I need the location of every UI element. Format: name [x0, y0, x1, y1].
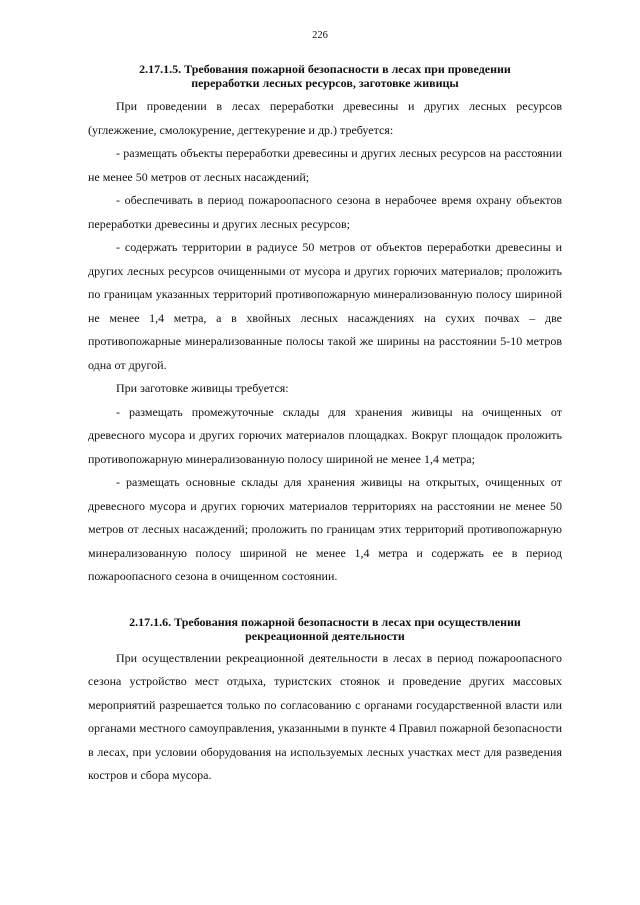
section-heading: [88, 62, 562, 90]
section-heading-line: 2.17.1.5. Требования пожарной безопасности в лесах при проведении: [139, 62, 511, 76]
section-heading-line: 2.17.1.6. Требования пожарной безопасности в лесах при осуществлении: [129, 614, 521, 629]
paragraph: - размещать объекты переработки древесины и других лесных ресурсов на расстоянии не менее 50 метров от лесных насаждений;: [88, 146, 562, 184]
paragraph: - содержать территории в радиусе 50 метров от объектов переработки древесины и других лесных ресурсов очищенными от мусора и других горючих материалов; проложить по границам указанных территорий противопожарную минерализованную полосу шириной не менее 1,4 метра, а в хвойных лесных насаждениях на сухих почвах – две противопожарные минерализованные полосы такой же ширины на расстоянии 5-10 метров одна от другой.: [88, 240, 562, 372]
page-content: [88, 62, 562, 788]
section-body: [88, 95, 562, 589]
section-2-17-1-5: [88, 62, 562, 589]
section-heading-line: рекреационной деятельности: [245, 628, 405, 643]
paragraph: При проведении в лесах переработки древесины и других лесных ресурсов (углежжение, смолокурение, дегтекурение и др.) требуется:: [88, 99, 562, 137]
section-2-17-1-6: [88, 615, 562, 788]
paragraph: При осуществлении рекреационной деятельности в лесах в период пожароопасного сезона устройство мест отдыха, туристских стоянок и проведение других массовых мероприятий разрешается только по согласованию с органами государственной власти или органами местного самоуправления, указанными в пункте 4 Правил пожарной безопасности в лесах, при условии оборудования на используемых лесных участках мест для разведения костров и сбора мусора.: [88, 650, 562, 782]
paragraph: При заготовке живицы требуется:: [116, 381, 289, 395]
paragraph: - размещать промежуточные склады для хранения живицы на очищенных от древесного мусора и других горючих материалов площадках. Вокруг площадок проложить противопожарную минерализованную полосу шириной не менее 1,4 метра;: [88, 404, 562, 466]
page-number: 226: [312, 30, 328, 41]
paragraph: - обеспечивать в период пожароопасного сезона в нерабочее время охрану объектов переработки древесины и других лесных ресурсов;: [88, 193, 562, 231]
section-heading-line: переработки лесных ресурсов, заготовке живицы: [191, 76, 459, 90]
paragraph: - размещать основные склады для хранения живицы на открытых, очищенных от древесного мусора и других горючих материалов территориях на расстоянии не менее 50 метров от лесных насаждений; проложить по границам этих территорий противопожарную минерализованную полосу шириной не менее 1,4 метра и содержать ее в период пожароопасного сезона в очищенном состоянии.: [88, 475, 562, 583]
section-heading: [88, 615, 562, 643]
section-body: [88, 647, 562, 788]
